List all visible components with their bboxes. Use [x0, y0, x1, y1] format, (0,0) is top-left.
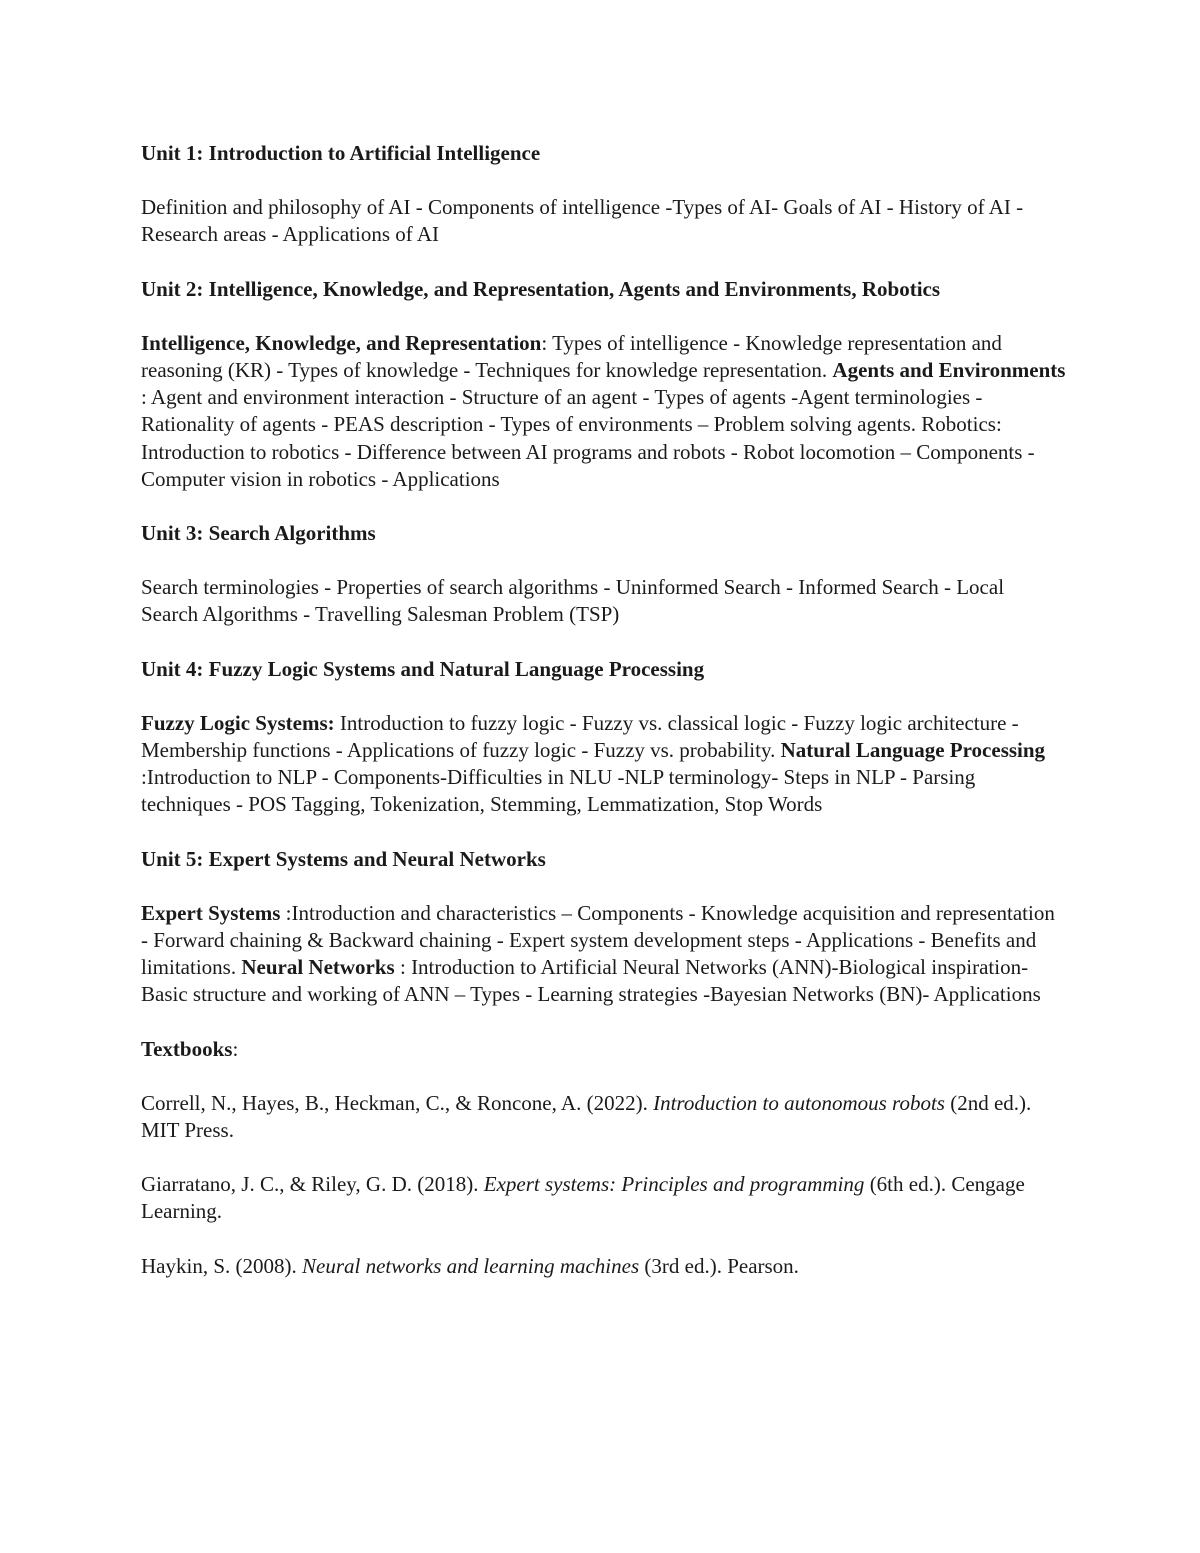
reference-3-authors: Haykin, S. (2008). — [141, 1253, 302, 1278]
unit-2 — [141, 276, 1066, 493]
reference-3 — [141, 1253, 1066, 1280]
textbooks-heading — [141, 1036, 1066, 1063]
unit-5-text-1: :Introduction and characteristics – Components - Knowledge acquisition and representation - Forward chaining & Backward chaining - Expert system development steps - Applications - Benefits and limitations. — [141, 900, 1055, 980]
reference-2-rest: (6th ed.). Cengage Learning. — [141, 1172, 1025, 1224]
unit-3-heading: Unit 3: Search Algorithms — [141, 521, 376, 546]
reference-2-title: Expert systems: Principles and programming — [483, 1172, 865, 1197]
unit-5 — [141, 846, 1066, 1009]
unit-4-text-1: Introduction to fuzzy logic - Fuzzy vs. classical logic - Fuzzy logic architecture - Membership functions - Applications of fuzzy logic - Fuzzy vs. probability. — [141, 710, 1019, 763]
unit-4-heading: Unit 4: Fuzzy Logic Systems and Natural Language Processing — [141, 656, 705, 681]
unit-2-term-intelligence: Intelligence, Knowledge, and Representation — [141, 330, 542, 355]
unit-1-text: Definition and philosophy of AI - Components of intelligence -Types of AI- Goals of AI - History of AI - Research areas - Applications of AI — [141, 195, 1024, 247]
document-page — [141, 140, 1066, 1307]
unit-2-text-2: : Agent and environment interaction - Structure of an agent - Types of agents -Agent terminologies - Rationality of agents - PEAS description - Types of environments – Problem solving agents. Robotics: Introduction to robotics - Difference between AI programs and robots - Robot locomotion – Components - Computer vision in robotics - Applications — [141, 385, 1035, 491]
reference-1-title: Introduction to autonomous robots — [653, 1090, 945, 1115]
textbooks-label: Textbooks — [141, 1036, 233, 1061]
reference-1-authors: Correll, N., Hayes, B., Heckman, C., & Roncone, A. (2022). — [141, 1090, 654, 1115]
unit-5-text-2: : Introduction to Artificial Neural Networks (ANN)-Biological inspiration-Basic structure and working of ANN – Types - Learning strategies -Bayesian Networks (BN)- Applications — [141, 955, 1041, 1007]
unit-4-term-fuzzy: Fuzzy Logic Systems: — [141, 710, 335, 735]
reference-1-rest: (2nd ed.). MIT Press. — [141, 1090, 1032, 1143]
unit-1-heading: Unit 1: Introduction to Artificial Intelligence — [141, 141, 541, 165]
unit-4-term-nlp: Natural Language Processing — [780, 738, 1046, 763]
unit-5-content — [141, 900, 1066, 1009]
unit-2-term-agents: Agents and Environments — [832, 358, 1066, 383]
unit-4-text-2: :Introduction to NLP - Components-Difficulties in NLU -NLP terminology- Steps in NLP - Parsing techniques - POS Tagging, Tokenization, Stemming, Lemmatization, Stop Words — [141, 765, 976, 817]
unit-2-heading: Unit 2: Intelligence, Knowledge, and Representation, Agents and Environments, Robotics — [141, 276, 941, 301]
unit-4-content — [141, 710, 1066, 819]
reference-2 — [141, 1171, 1066, 1225]
unit-4 — [141, 656, 1066, 819]
reference-2-authors: Giarratano, J. C., & Riley, G. D. (2018). — [141, 1172, 484, 1197]
unit-3 — [141, 520, 1066, 629]
unit-5-heading: Unit 5: Expert Systems and Neural Networks — [141, 846, 546, 871]
reference-3-rest: (3rd ed.). Pearson. — [639, 1253, 799, 1278]
unit-3-text: Search terminologies - Properties of search algorithms - Uninformed Search - Informed Search - Local Search Algorithms - Travelling Salesman Problem (TSP) — [141, 575, 1005, 627]
unit-5-term-neural: Neural Networks — [241, 955, 395, 980]
unit-1-content — [141, 194, 1066, 248]
unit-3-content — [141, 574, 1066, 628]
unit-2-content — [141, 330, 1066, 493]
textbooks-section — [141, 1036, 1066, 1280]
textbooks-label-suffix: : — [232, 1036, 239, 1061]
unit-1 — [141, 140, 1066, 249]
reference-3-title: Neural networks and learning machines — [302, 1253, 640, 1278]
unit-5-term-expert: Expert Systems — [141, 900, 281, 925]
reference-1 — [141, 1090, 1066, 1144]
unit-2-text-1: : Types of intelligence - Knowledge representation and reasoning (KR) - Types of knowledge - Techniques for knowledge representation. — [141, 330, 1002, 383]
